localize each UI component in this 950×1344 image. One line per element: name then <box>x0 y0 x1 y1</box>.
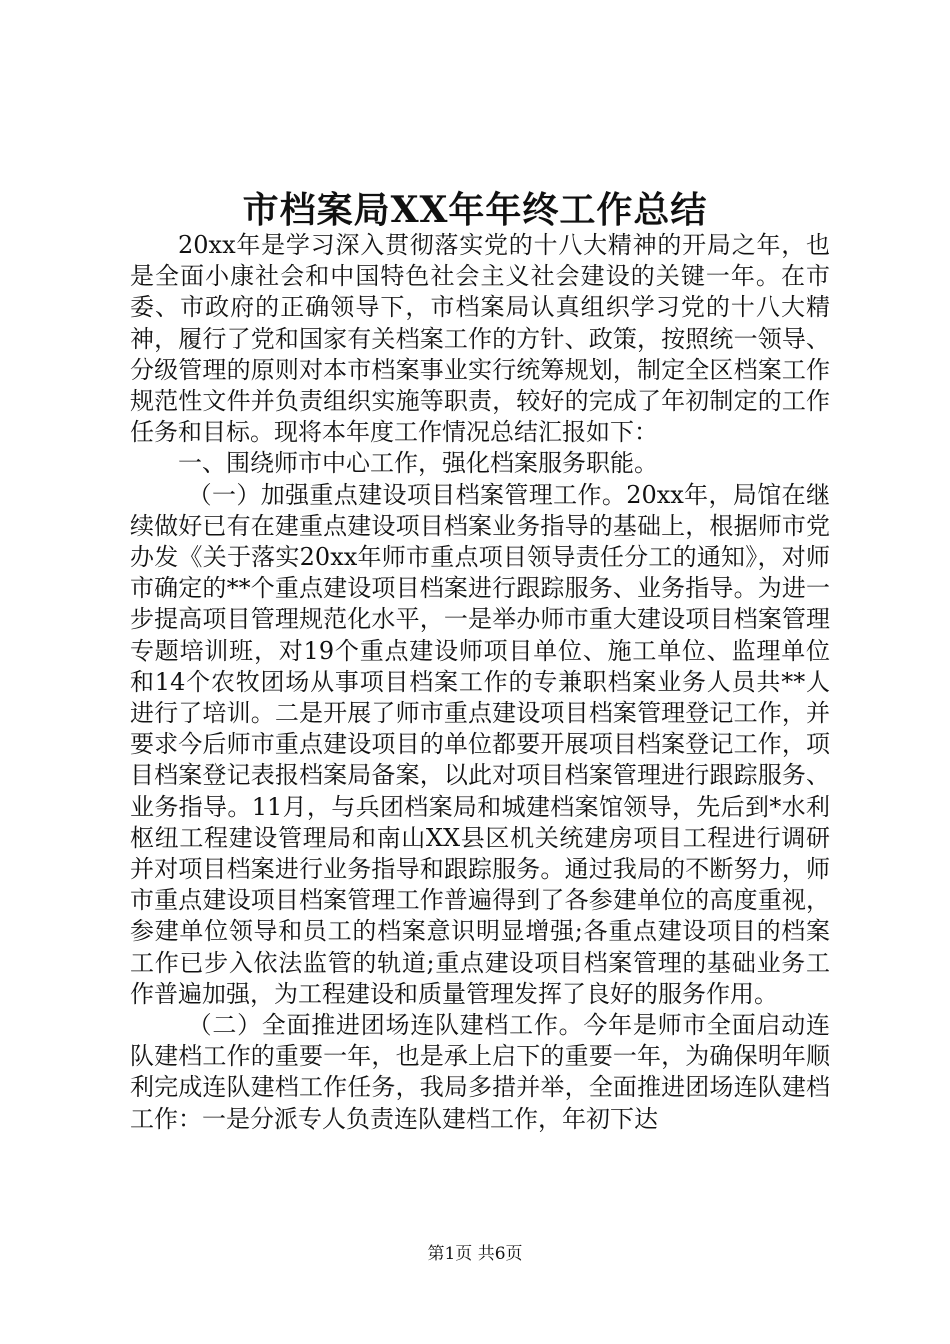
section-heading-1: 一、围绕师市中心工作，强化档案服务职能。 <box>178 449 658 478</box>
subsection-paragraph-1: （一）加强重点建设项目档案管理工作。20xx年，局馆在继续做好已有在建重点建设项目档案业务指导的基础上，根据师市党办发《关于落实20xx年师市重点项目领导责任分工的通知》，对师市确定的**个重点建设项目档案进行跟踪服务、业务指导。为进一步提高项目管理规范化水平，一是举办师市重大建设项目档案管理专题培训班，对19个重点建设师项目单位、施工单位、监理单位和14个农牧团场从事项目档案工作的专兼职档案业务人员共**人进行了培训。二是开展了师市重点建设项目档案管理登记工作，并要求今后师市重点建设项目的单位都要开展项目档案登记工作，项目档案登记表报档案局备案，以此对项目档案管理进行跟踪服务、业务指导。11月，与兵团档案局和城建档案馆领导，先后到*水利枢纽工程建设管理局和南山XX县区机关统建房项目工程进行调研并对项目档案进行业务指导和跟踪服务。通过我局的不断努力，师市重点建设项目档案管理工作普遍得到了各参建单位的高度重视，参建单位领导和员工的档案意识明显增强;各重点建设项目的档案工作已步入依法监管的轨道;重点建设项目档案管理的基础业务工作普遍加强，为工程建设和质量管理发挥了良好的服务作用。 <box>130 480 830 1008</box>
page-number-footer: 第1页 共6页 <box>427 1244 523 1264</box>
document-body <box>130 230 830 1135</box>
subsection-paragraph-2: （二）全面推进团场连队建档工作。今年是师市全面启动连队建档工作的重要一年，也是承上启下的重要一年，为确保明年顺利完成连队建档工作任务，我局多措并举，全面推进团场连队建档工作：一是分派专人负责连队建档工作，年初下达 <box>130 1011 830 1133</box>
intro-paragraph: 20xx年是学习深入贯彻落实党的十八大精神的开局之年，也是全面小康社会和中国特色社会主义社会建设的关键一年。在市委、市政府的正确领导下，市档案局认真组织学习党的十八大精神，履行了党和国家有关档案工作的方针、政策，按照统一领导、分级管理的原则对本市档案事业实行统筹规划，制定全区档案工作规范性文件并负责组织实施等职责，较好的完成了年初制定的工作任务和目标。现将本年度工作情况总结汇报如下： <box>130 231 830 447</box>
document-title: 市档案局XX年年终工作总结 <box>242 189 708 231</box>
